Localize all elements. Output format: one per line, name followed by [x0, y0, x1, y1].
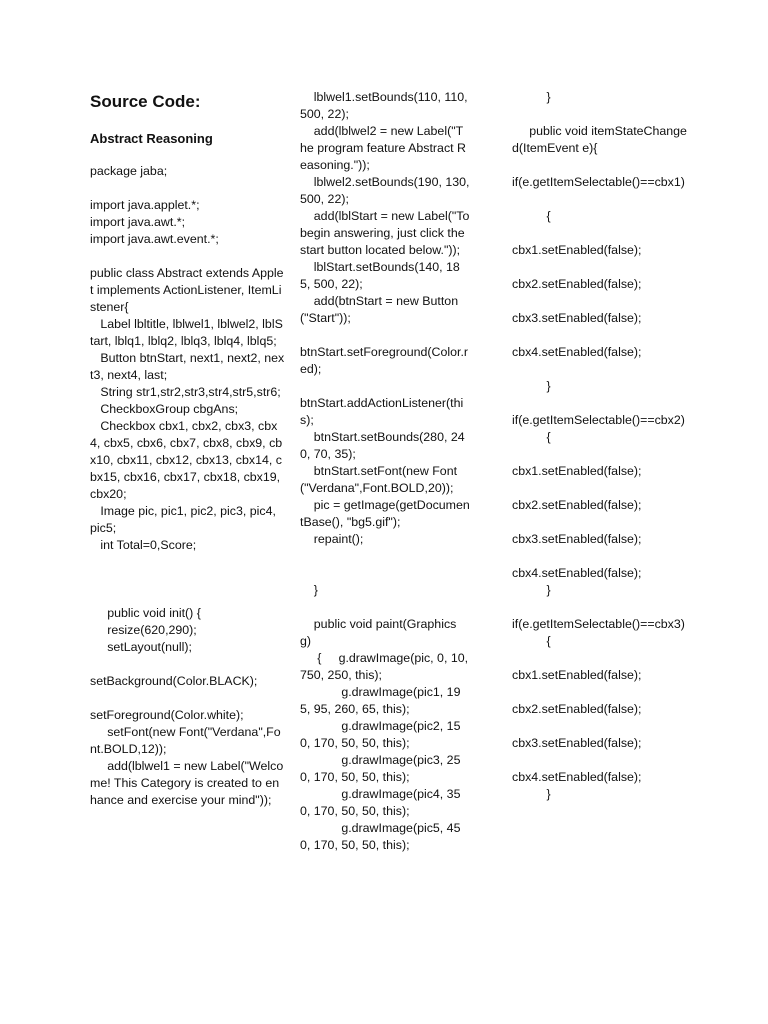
column-3	[512, 89, 688, 803]
column-1	[90, 92, 286, 809]
code-block-1: package jaba; import java.applet.*; import java.awt.*; import java.awt.event.*; public class Abstract extends Applet implements ActionListener, ItemListener{ Label lbltitle, lblwel1, lblwel2, lblStart, lblq1, lblq2, lblq3, lblq4, lblq5; Button btnStart, next1, next2, next3, next4, last; String str1,str2,str3,str4,str5,str6; CheckboxGroup cbgAns; Checkbox cbx1, cbx2, cbx3, cbx4, cbx5, cbx6, cbx7, cbx8, cbx9, cbx10, cbx11, cbx12, cbx13, cbx14, cbx15, cbx16, cbx17, cbx18, cbx19, cbx20; Image pic, pic1, pic2, pic3, pic4, pic5; int Total=0,Score; public void init() { resize(620,290); setLayout(null); setBackground(Color.BLACK); setForeground(Color.white); setFont(new Font("Verdana",Font.BOLD,12)); add(lblwel1 = new Label("Welcome! This Category is created to enhance and exercise your mind"));	[90, 164, 285, 807]
code-block-2: lblwel1.setBounds(110, 110, 500, 22); add(lblwel2 = new Label("The program feature Abstract Reasoning.")); lblwel2.setBounds(190, 130, 500, 22); add(lblStart = new Label("To begin answering, just click the start button located below.")); lblStart.setBounds(140, 185, 500, 22); add(btnStart = new Button("Start")); btnStart.setForeground(Color.red); btnStart.addActionListener(this); btnStart.setBounds(280, 240, 70, 35); btnStart.setFont(new Font("Verdana",Font.BOLD,20)); pic = getImage(getDocumentBase(), "bg5.gif"); repaint(); } public void paint(Graphics g) { g.drawImage(pic, 0, 10, 750, 250, this); g.drawImage(pic1, 195, 95, 260, 65, this); g.drawImage(pic2, 150, 170, 50, 50, this); g.drawImage(pic3, 250, 170, 50, 50, this); g.drawImage(pic4, 350, 170, 50, 50, this); g.drawImage(pic5, 450, 170, 50, 50, this);	[300, 90, 470, 852]
section-title: Abstract Reasoning	[90, 131, 213, 146]
column-2	[300, 89, 470, 854]
code-block-3: } public void itemStateChanged(ItemEvent e){ if(e.getItemSelectable()==cbx1) { cbx1.setEnabled(false); cbx2.setEnabled(false); cbx3.setEnabled(false); cbx4.setEnabled(false); } if(e.getItemSelectable()==cbx2) { cbx1.setEnabled(false); cbx2.setEnabled(false); cbx3.setEnabled(false); cbx4.setEnabled(false); } if(e.getItemSelectable()==cbx3) { cbx1.setEnabled(false); cbx2.setEnabled(false); cbx3.setEnabled(false); cbx4.setEnabled(false); }	[512, 90, 687, 801]
page-title: Source Code:	[90, 92, 201, 111]
